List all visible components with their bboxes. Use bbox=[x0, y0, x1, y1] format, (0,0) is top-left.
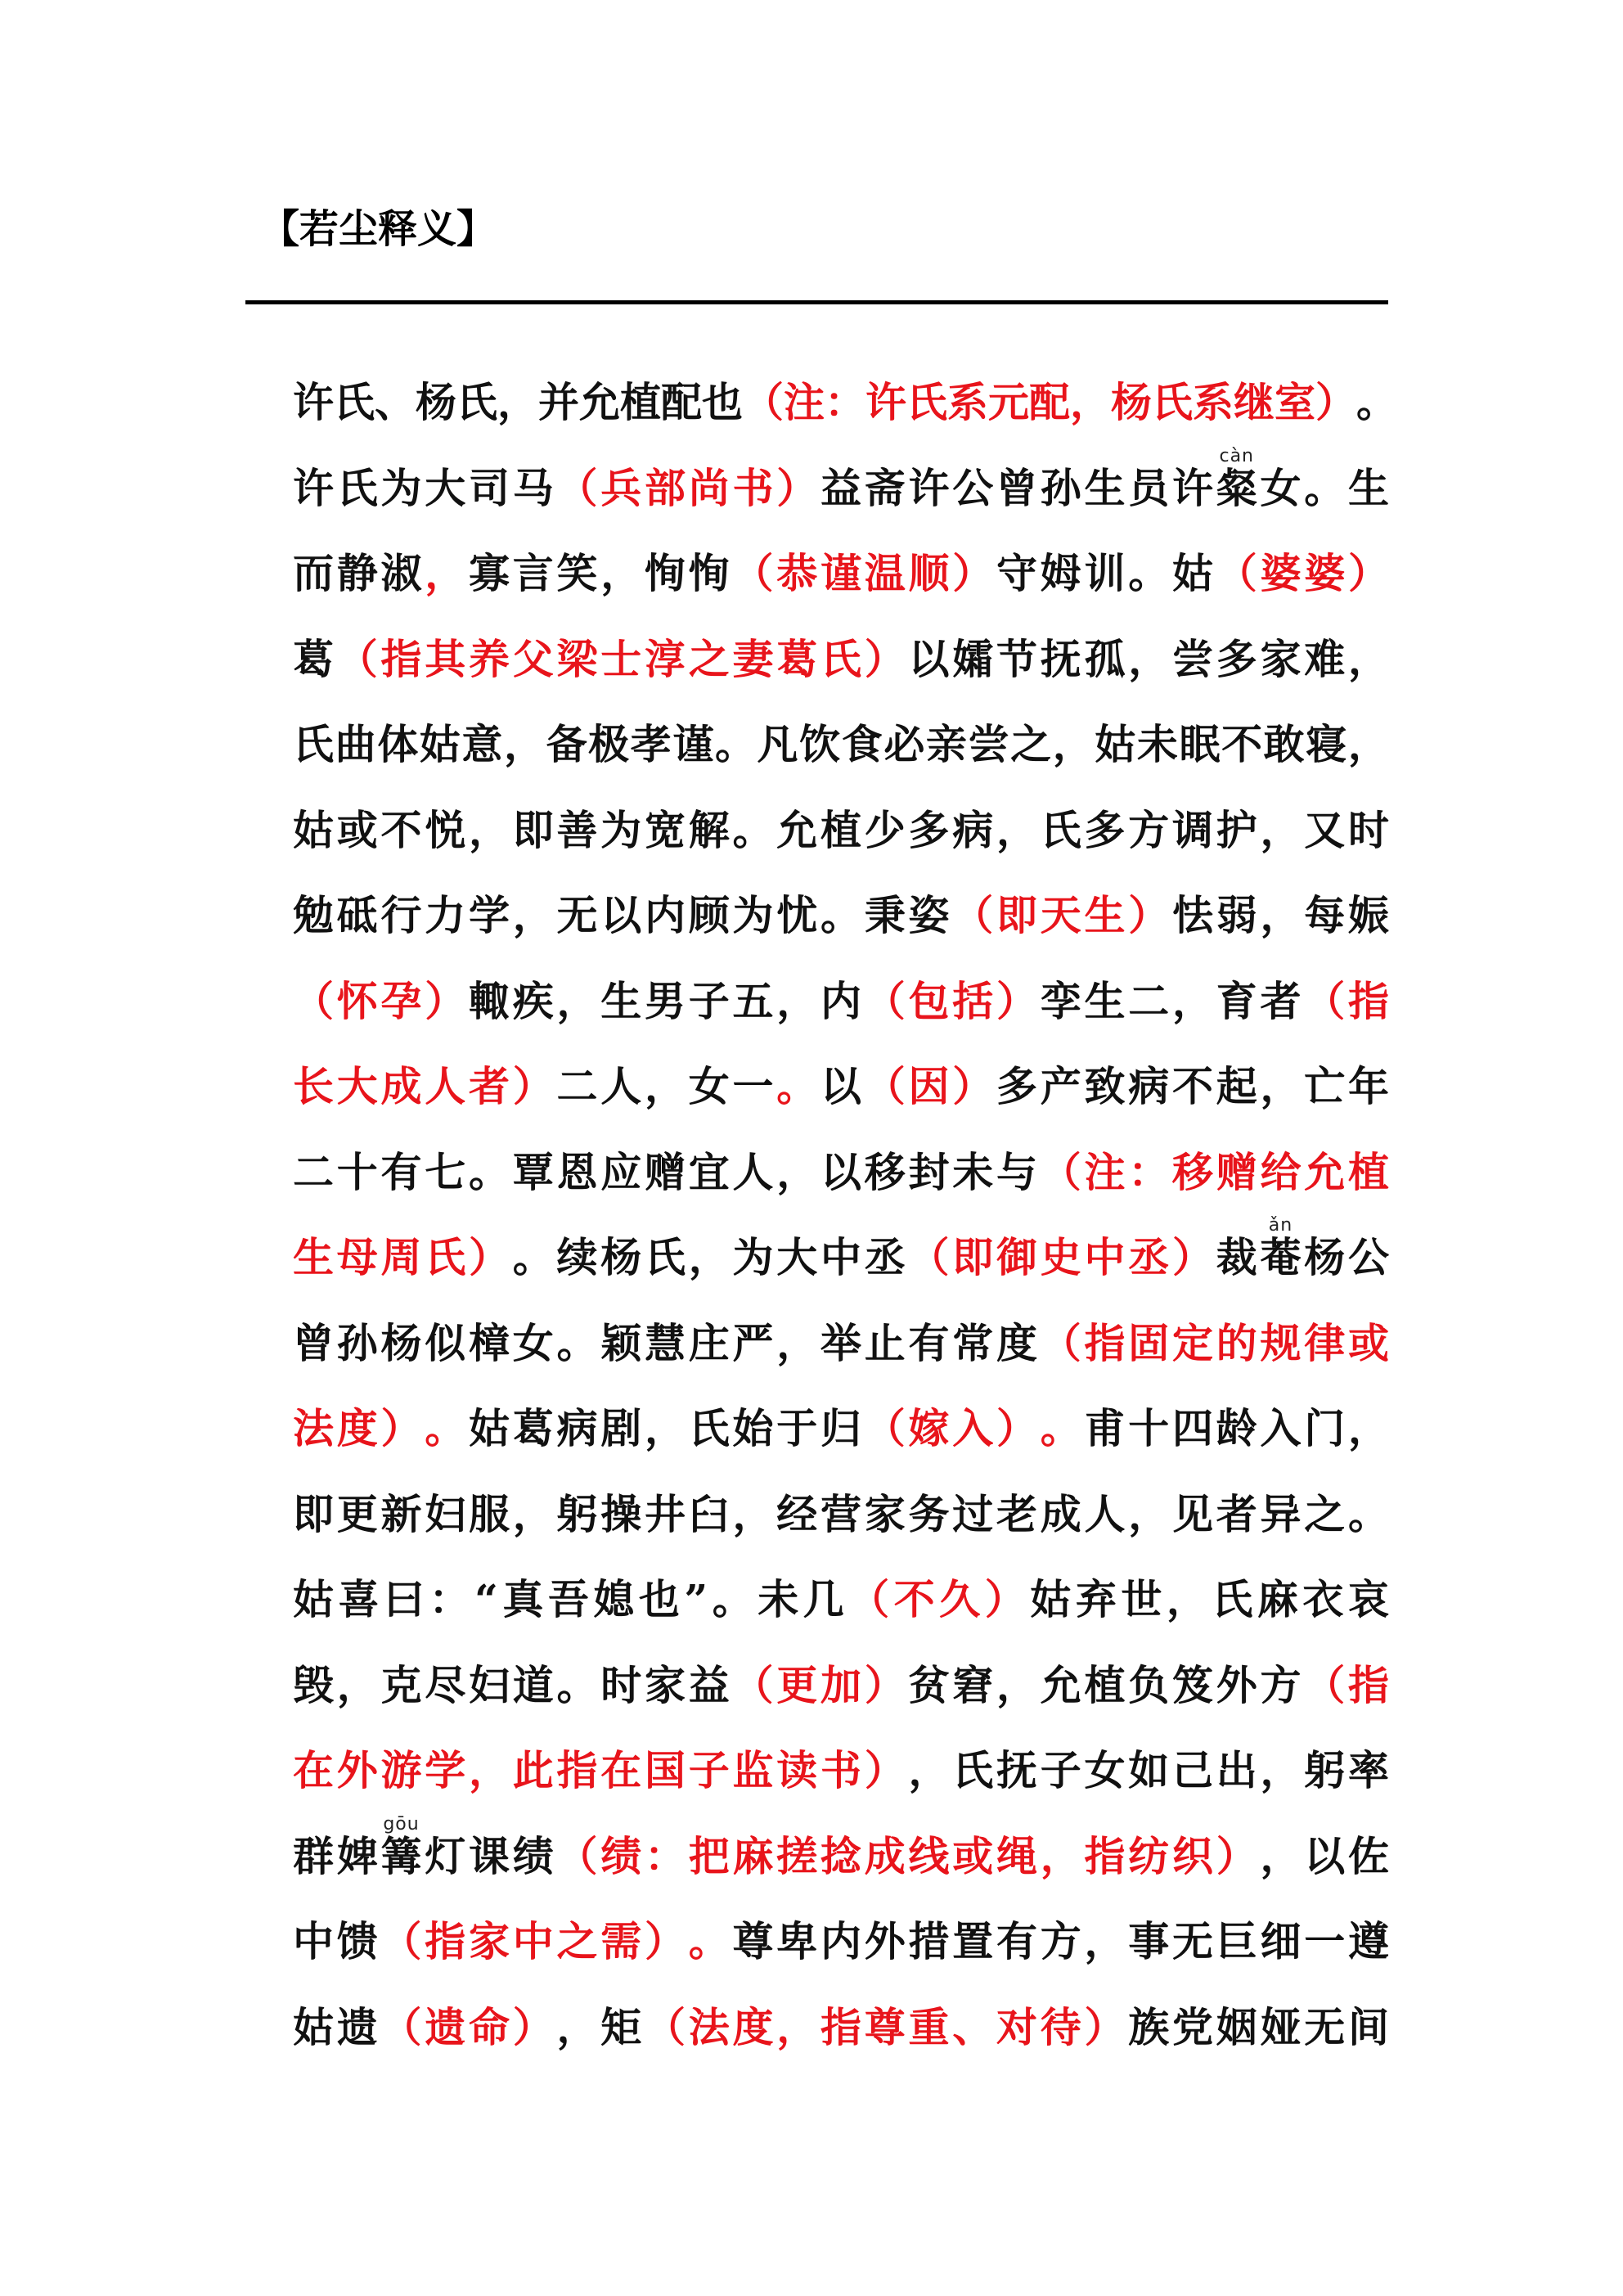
annotated-character: 菴ǎn bbox=[1260, 1215, 1302, 1281]
pinyin-annotation: gōu bbox=[380, 1813, 422, 1835]
annotated-character: 粲càn bbox=[1216, 445, 1257, 512]
text-line: （ 怀 孕 ） 輙 疾 ， 生 男 子 五 ， 内 （ 包 括 ） 孪 生 二 ， 育 者 （ 指 bbox=[293, 976, 1389, 1025]
annotated-text-body bbox=[293, 360, 1397, 2070]
text-line: 勉 砥 行 力 学 ， 无 以 内 顾 为 忧 。 秉 姿 （ 即 天 生 ） 怯 弱 ， 每 娠 bbox=[293, 891, 1389, 939]
text-line: 法 度 ） 。 姑 葛 病 剧 ， 氏 始 于 归 （ 嫁 入 ） 。 甫 十 四 龄 入 门 ， bbox=[293, 1404, 1389, 1452]
text-line: 葛 （ 指 其 养 父 梁 士 淳 之 妻 葛 氏 ） 以 孀 节 抚 孤 ， 尝 多 家 难 ， bbox=[293, 634, 1389, 683]
text-line: 姑 或 不 悦 ， 即 善 为 宽 解 。 允 植 少 多 病 ， 氏 多 方 调 护 ， 又 时 bbox=[293, 805, 1389, 854]
text-line: 群 婢 篝gōu 灯 课 绩 （ 绩 ： 把 麻 搓 捻 成 线 或 绳 ， 指 纺 织 ） ， 以 佐 bbox=[293, 1814, 1389, 1900]
text-line: 许 氏 、 杨 氏 ， 并 允 植 配 也 （ 注 ： 许 氏 系 元 配 ， 杨 氏 系 继 室 ） 。 bbox=[293, 378, 1397, 426]
text-line: 氏 曲 体 姑 意 ， 备 极 孝 谨 。 凡 饮 食 必 亲 尝 之 ， 姑 未 眠 不 敢 寝 ， bbox=[293, 720, 1389, 768]
pinyin-annotation: càn bbox=[1216, 445, 1257, 466]
text-line: 姑 遗 （ 遗 命 ） ， 矩 （ 法 度 ， 指 尊 重 、 对 待 ） 族 党 姻 娅 无 间 bbox=[293, 2002, 1389, 2051]
text-line: 而 静 淑 ， 寡 言 笑 ， 恂 恂 （ 恭 谨 温 顺 ） 守 姆 训 。 姑 （ 婆 婆 ） bbox=[293, 549, 1389, 597]
heading-divider bbox=[245, 300, 1388, 304]
pinyin-annotation: ǎn bbox=[1260, 1215, 1302, 1236]
text-line: 即 更 新 妇 服 ， 躬 操 井 臼 ， 经 营 家 务 过 老 成 人 ， 见 者 异 之 。 bbox=[293, 1489, 1389, 1538]
text-line: 中 馈 （ 指 家 中 之 需 ） 。 尊 卑 内 外 措 置 有 方 ， 事 无 巨 细 一 遵 bbox=[293, 1917, 1389, 1965]
text-line: 生 母 周 氏 ） 。 续 杨 氏 ， 为 大 中 丞 （ 即 御 史 中 丞 ） 裁 菴ǎn 杨 公 bbox=[293, 1215, 1389, 1301]
annotated-character: 篝gōu bbox=[380, 1813, 422, 1880]
text-line: 毁 ， 克 尽 妇 道 。 时 家 益 （ 更 加 ） 贫 窘 ， 允 植 负 笈 外 方 （ 指 bbox=[293, 1660, 1389, 1709]
text-line: 许 氏 为 大 司 马 （ 兵 部 尚 书 ） 益 斋 许 公 曾 孙 生 员 许 粲càn 女 。 生 bbox=[293, 446, 1389, 532]
section-heading: 【若尘释义】 bbox=[260, 206, 497, 252]
text-line: 二 十 有 七 。 覃 恩 应 赠 宜 人 ， 以 移 封 未 与 （ 注 ： 移 赠 给 允 植 bbox=[293, 1147, 1389, 1196]
text-line: 姑 喜 曰 ： “ 真 吾 媳 也 ” 。 未 几 （ 不 久 ） 姑 弃 世 ， 氏 麻 衣 哀 bbox=[293, 1575, 1389, 1623]
text-line: 曾 孙 杨 似 樟 女 。 颖 慧 庄 严 ， 举 止 有 常 度 （ 指 固 定 的 规 律 或 bbox=[293, 1318, 1389, 1367]
text-line: 在 外 游 学 ， 此 指 在 国 子 监 读 书 ） ， 氏 抚 子 女 如 己 出 ， 躬 率 bbox=[293, 1746, 1389, 1794]
text-line: 长 大 成 人 者 ） 二 人 ， 女 一 。 以 （ 因 ） 多 产 致 病 不 起 ， 亡 年 bbox=[293, 1062, 1389, 1110]
